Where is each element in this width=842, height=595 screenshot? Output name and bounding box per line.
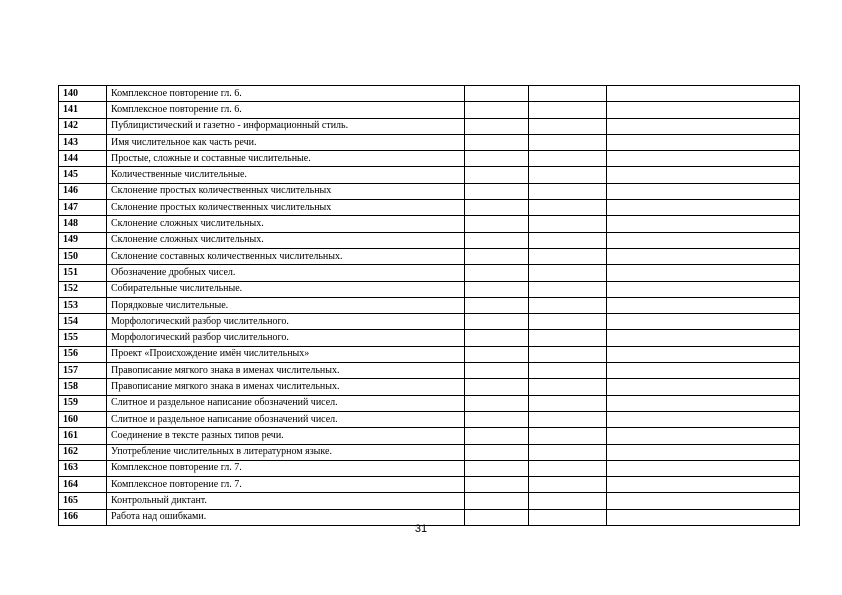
actual-date-cell [607, 330, 800, 346]
table-row [59, 134, 800, 150]
lesson-number: 140 [59, 86, 107, 102]
hours-cell [465, 314, 529, 330]
actual-date-cell [607, 411, 800, 427]
hours-cell [465, 411, 529, 427]
lesson-topic: Собирательные числительные. [107, 281, 465, 297]
hours-cell [465, 216, 529, 232]
planned-date-cell [529, 281, 607, 297]
table-row [59, 86, 800, 102]
hours-cell [465, 86, 529, 102]
lesson-topic: Комплексное повторение гл. 7. [107, 460, 465, 476]
actual-date-cell [607, 346, 800, 362]
table-row [59, 314, 800, 330]
table-row [59, 428, 800, 444]
table-row [59, 460, 800, 476]
planned-date-cell [529, 444, 607, 460]
lesson-number: 141 [59, 102, 107, 118]
lesson-topic: Порядковые числительные. [107, 297, 465, 313]
planned-date-cell [529, 297, 607, 313]
actual-date-cell [607, 232, 800, 248]
hours-cell [465, 297, 529, 313]
planned-date-cell [529, 151, 607, 167]
table-row [59, 363, 800, 379]
actual-date-cell [607, 297, 800, 313]
hours-cell [465, 460, 529, 476]
lesson-number: 146 [59, 183, 107, 199]
actual-date-cell [607, 314, 800, 330]
actual-date-cell [607, 151, 800, 167]
table-row [59, 346, 800, 362]
lesson-topic: Работа над ошибками. [107, 509, 465, 525]
hours-cell [465, 444, 529, 460]
lesson-number: 148 [59, 216, 107, 232]
lesson-topic: Слитное и раздельное написание обозначений чисел. [107, 395, 465, 411]
lesson-topic: Склонение сложных числительных. [107, 232, 465, 248]
lesson-topic: Склонение составных количественных числительных. [107, 248, 465, 264]
lesson-topic: Комплексное повторение гл. 6. [107, 102, 465, 118]
hours-cell [465, 265, 529, 281]
lesson-number: 149 [59, 232, 107, 248]
planned-date-cell [529, 134, 607, 150]
page-number: 31 [414, 523, 428, 535]
table-row [59, 477, 800, 493]
planned-date-cell [529, 330, 607, 346]
lesson-number: 165 [59, 493, 107, 509]
planned-date-cell [529, 200, 607, 216]
table-row [59, 200, 800, 216]
actual-date-cell [607, 134, 800, 150]
actual-date-cell [607, 86, 800, 102]
planned-date-cell [529, 395, 607, 411]
lesson-number: 142 [59, 118, 107, 134]
planned-date-cell [529, 363, 607, 379]
lesson-number: 158 [59, 379, 107, 395]
lesson-topic: Морфологический разбор числительного. [107, 330, 465, 346]
table-row [59, 444, 800, 460]
planned-date-cell [529, 265, 607, 281]
hours-cell [465, 428, 529, 444]
lesson-topic: Употребление числительных в литературном языке. [107, 444, 465, 460]
planned-date-cell [529, 477, 607, 493]
lesson-number: 153 [59, 297, 107, 313]
planned-date-cell [529, 167, 607, 183]
lesson-number: 156 [59, 346, 107, 362]
hours-cell [465, 330, 529, 346]
hours-cell [465, 379, 529, 395]
actual-date-cell [607, 200, 800, 216]
lesson-number: 154 [59, 314, 107, 330]
lesson-topic: Склонение простых количественных числительных [107, 183, 465, 199]
table-row [59, 330, 800, 346]
table-row [59, 151, 800, 167]
hours-cell [465, 232, 529, 248]
actual-date-cell [607, 102, 800, 118]
lesson-topic: Склонение сложных числительных. [107, 216, 465, 232]
lesson-number: 144 [59, 151, 107, 167]
lesson-topic: Правописание мягкого знака в именах числительных. [107, 379, 465, 395]
lesson-topic: Морфологический разбор числительного. [107, 314, 465, 330]
lesson-number: 152 [59, 281, 107, 297]
lesson-number: 161 [59, 428, 107, 444]
actual-date-cell [607, 395, 800, 411]
hours-cell [465, 167, 529, 183]
hours-cell [465, 477, 529, 493]
planned-date-cell [529, 86, 607, 102]
hours-cell [465, 200, 529, 216]
hours-cell [465, 183, 529, 199]
actual-date-cell [607, 265, 800, 281]
lesson-topic: Правописание мягкого знака в именах числительных. [107, 363, 465, 379]
hours-cell [465, 102, 529, 118]
planned-date-cell [529, 428, 607, 444]
lesson-plan-table [58, 85, 800, 526]
planned-date-cell [529, 314, 607, 330]
table-row [59, 216, 800, 232]
table-row [59, 248, 800, 264]
planned-date-cell [529, 346, 607, 362]
planned-date-cell [529, 232, 607, 248]
lesson-topic: Количественные числительные. [107, 167, 465, 183]
hours-cell [465, 248, 529, 264]
planned-date-cell [529, 379, 607, 395]
lesson-number: 164 [59, 477, 107, 493]
lesson-number: 160 [59, 411, 107, 427]
lesson-plan-rows [59, 86, 800, 526]
lesson-number: 159 [59, 395, 107, 411]
lesson-topic: Простые, сложные и составные числительные. [107, 151, 465, 167]
lesson-number: 151 [59, 265, 107, 281]
table-row [59, 493, 800, 509]
lesson-number: 157 [59, 363, 107, 379]
lesson-number: 162 [59, 444, 107, 460]
lesson-number: 163 [59, 460, 107, 476]
actual-date-cell [607, 493, 800, 509]
table-row [59, 297, 800, 313]
actual-date-cell [607, 460, 800, 476]
planned-date-cell [529, 118, 607, 134]
hours-cell [465, 346, 529, 362]
table-row [59, 183, 800, 199]
planned-date-cell [529, 460, 607, 476]
planned-date-cell [529, 248, 607, 264]
hours-cell [465, 395, 529, 411]
hours-cell [465, 281, 529, 297]
actual-date-cell [607, 363, 800, 379]
lesson-topic: Слитное и раздельное написание обозначений чисел. [107, 411, 465, 427]
lesson-topic: Обозначение дробных чисел. [107, 265, 465, 281]
lesson-number: 166 [59, 509, 107, 525]
hours-cell [465, 134, 529, 150]
hours-cell [465, 151, 529, 167]
table-row [59, 379, 800, 395]
lesson-topic: Проект «Происхождение имён числительных» [107, 346, 465, 362]
table-row [59, 265, 800, 281]
planned-date-cell [529, 216, 607, 232]
table-row [59, 411, 800, 427]
table-row [59, 102, 800, 118]
actual-date-cell [607, 216, 800, 232]
actual-date-cell [607, 428, 800, 444]
lesson-topic: Комплексное повторение гл. 7. [107, 477, 465, 493]
lesson-number: 145 [59, 167, 107, 183]
planned-date-cell [529, 411, 607, 427]
actual-date-cell [607, 118, 800, 134]
table-row [59, 232, 800, 248]
actual-date-cell [607, 248, 800, 264]
lesson-topic: Имя числительное как часть речи. [107, 134, 465, 150]
lesson-topic: Склонение простых количественных числительных [107, 200, 465, 216]
table-row [59, 281, 800, 297]
planned-date-cell [529, 493, 607, 509]
actual-date-cell [607, 444, 800, 460]
lesson-number: 150 [59, 248, 107, 264]
lesson-topic: Соединение в тексте разных типов речи. [107, 428, 465, 444]
hours-cell [465, 118, 529, 134]
planned-date-cell [529, 102, 607, 118]
table-row [59, 118, 800, 134]
table-row [59, 167, 800, 183]
actual-date-cell [607, 183, 800, 199]
table-row [59, 395, 800, 411]
lesson-topic: Публицистический и газетно - информационный стиль. [107, 118, 465, 134]
actual-date-cell [607, 167, 800, 183]
hours-cell [465, 363, 529, 379]
lesson-number: 143 [59, 134, 107, 150]
actual-date-cell [607, 379, 800, 395]
lesson-topic: Комплексное повторение гл. 6. [107, 86, 465, 102]
lesson-number: 147 [59, 200, 107, 216]
hours-cell [465, 493, 529, 509]
lesson-topic: Контрольный диктант. [107, 493, 465, 509]
actual-date-cell [607, 281, 800, 297]
actual-date-cell [607, 477, 800, 493]
planned-date-cell [529, 183, 607, 199]
lesson-number: 155 [59, 330, 107, 346]
